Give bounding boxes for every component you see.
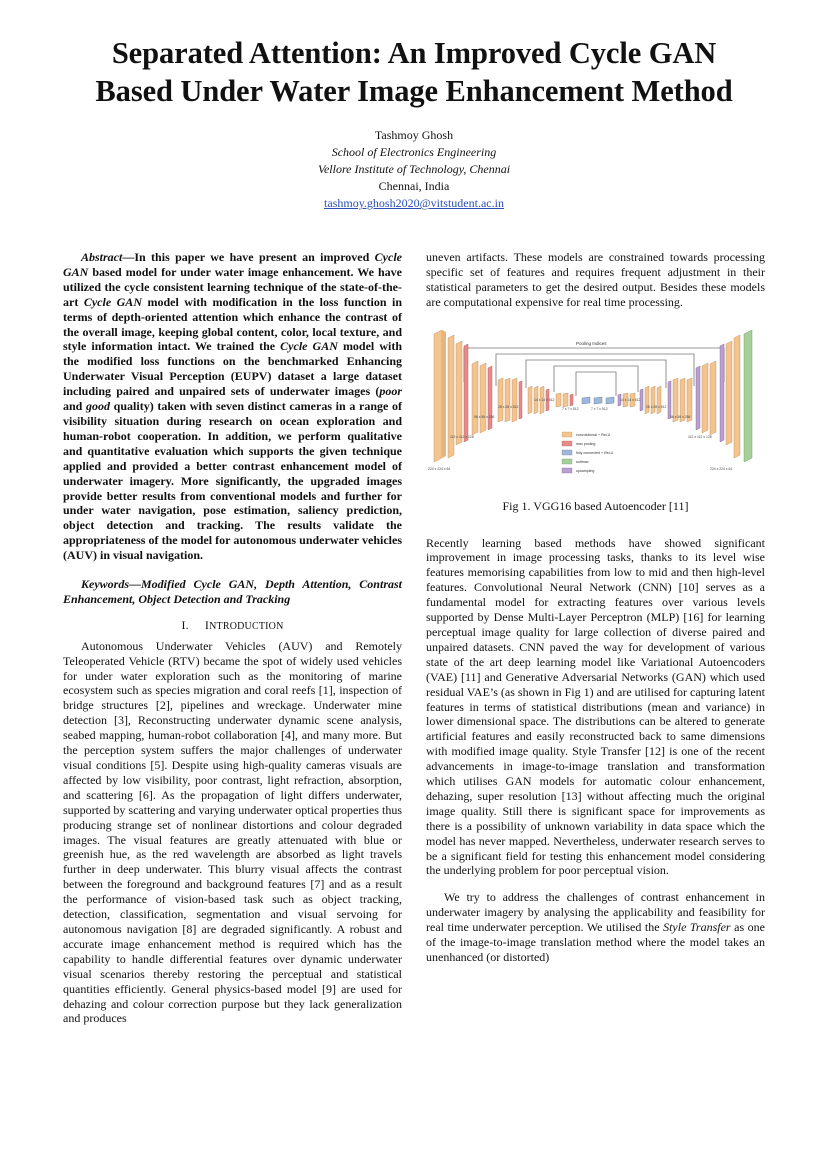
right-paragraph-2: Recently learning based methods have showed significant improvement in image processing tasks, thanks to its level wise features memorising capabilities from low to mid and then high-level features. Convolutional Neural Network (CNN) [10] serves as a fundamental model for extracting features over various levels supported by Dense Multi-Layer Perceptron (MLP) [16] for learning perceptual image quality for large collection of diverse paired and unpaired datasets. CNN paved the way for development of various state of the art deep learning model like Variational Autoencoders (VAE) [11] and Generative Adversarial Networks (GAN) which used residual VAE’s (as shown in Fig 1) and are utilised for capturing latent features in terms of statistical distributions (mean and variance) in lower dimensional space. The distributions can be altered to generate artificial features and easily reconstructed back to same dimensions with modified image quality. Style Transfer [12] is one of the recent advancements in image-to-image translation and transformation which utilises GAN models for automatic colour enhancement, dehazing, super resolution [13] without affecting much the original image quality. Still there is significant space for improvements as there is a possibility of unknown variability in data space which the model has never mapped. Nevertheless, underwater research serves to be a significant field for testing this enhancement model considering the underlying problem for poor perceptual vision. (426, 535, 765, 878)
encoder-conv-block (480, 363, 486, 433)
author-department: School of Electronics Engineering (331, 145, 497, 159)
decoder-upsample-block (640, 389, 643, 411)
legend-swatch (562, 459, 572, 464)
dim-label: 224 x 224 x 64 (428, 466, 451, 471)
encoder-pool-block (570, 394, 573, 406)
encoder-conv-block (556, 393, 561, 407)
encoder-conv-block (448, 335, 454, 458)
paragraph-italic: Style Transfer (663, 920, 731, 935)
encoder-conv-block (498, 378, 503, 422)
legend-label: fully connected + ReLU (576, 450, 614, 455)
section-number: I. (181, 617, 189, 632)
encoder-conv-block (434, 330, 442, 462)
dim-label: 14 x 14 x 512 (534, 397, 555, 402)
encoder-conv-block (456, 341, 462, 445)
encoder-conv-block (442, 330, 446, 458)
decoder-conv-block (702, 363, 708, 433)
title-line-1: Separated Attention: An Improved Cycle GAN (111, 36, 717, 70)
fc-block (582, 397, 590, 404)
decoder-conv-block (645, 386, 649, 414)
fc-block (606, 397, 614, 404)
keywords-label: Keywords (81, 577, 129, 592)
abstract-italic: Cycle GAN (280, 339, 338, 354)
abstract-text: model with modification in the loss function in terms of depth-oriented attention which enhance the contrast of the overall image, keeping global content, color, local texture, and style information intact. We trained the (63, 294, 402, 354)
encoder-pool-block (488, 366, 492, 430)
legend-swatch (562, 450, 572, 455)
dim-label: 28 x 28 x 512 (498, 404, 519, 409)
abstract-text: and (63, 399, 87, 414)
decoder-upsample-block (668, 381, 671, 419)
right-paragraph-1: uneven artifacts. These models are constrained towards processing specific set of features and requires frequent adjustment in their statistical parameters to get the desired output. Besides these models are computational expensive for real time processing. (426, 250, 765, 309)
dim-label: 14 x 14 x 512 (620, 397, 641, 402)
section-title-rest: NTRODUCTION (209, 620, 284, 632)
author-email-link[interactable]: tashmoy.ghosh2020@vitstudent.ac.in (324, 196, 504, 210)
autoencoder-diagram (426, 324, 765, 474)
dim-label: 112 x 112 x 128 (450, 434, 474, 439)
legend-label: max pooling (576, 441, 596, 446)
decoder-upsample-block (720, 344, 724, 442)
decoder-conv-block (710, 361, 716, 435)
figure-caption: Fig 1. VGG16 based Autoencoder [11] (502, 498, 689, 513)
dim-label: 7 x 7 x 512 (562, 406, 579, 411)
encoder-conv-block (472, 361, 478, 435)
abstract-text: quality) taken with seven distinct cameras in a range of visibility situation during research on ocean exploration and human-robot cooperation. In addition, we perform qualitative and quantitative evaluation which supports the given technique applied and provided a better contrast enhancement model of underwater imagery. More significantly, the upgraded images provide better results from conventional models and further for under water navigation, pose estimation, saliency prediction, object detection and tracking. The results validate the appropriateness of the model for autonomous underwater vehicles (AUV) in visual navigation. (63, 399, 402, 563)
legend-swatch (562, 468, 572, 473)
encoder-pool-block (464, 344, 468, 442)
abstract-italic: Cycle GAN (63, 250, 402, 279)
title-line-2: Based Under Water Image Enhancement Method (95, 74, 733, 108)
dim-label: 7 x 7 x 512 (591, 406, 608, 411)
legend-swatch (562, 441, 572, 446)
right-paragraph-3 (426, 890, 765, 965)
paragraph-text: as one of the image-to-image translation method where the model takes an unenhanced (or distorted) (426, 920, 765, 964)
dim-label: 112 x 112 x 128 (688, 434, 712, 439)
dim-label: 56 x 56 x 256 (670, 414, 691, 419)
decoder-upsample-block (696, 366, 700, 430)
legend-label: upsampling (576, 468, 595, 473)
abstract-italic: good (86, 399, 111, 414)
author-location: Chennai, India (378, 179, 450, 193)
encoder-pool-block (519, 381, 522, 419)
figure-autoencoder (426, 324, 765, 474)
right-column (426, 250, 765, 965)
legend-label: softmax (576, 459, 589, 464)
decoder-conv-block (657, 386, 661, 414)
left-column (63, 250, 402, 1026)
author-block (214, 127, 614, 212)
abstract-dash: — (122, 250, 135, 264)
paper-title (40, 34, 788, 110)
pooling-label: Pooling Indices (576, 340, 607, 346)
author-institute: Vellore Institute of Technology, Chennai (317, 162, 511, 176)
abstract-text: model with the modified loss functions on the benchmarked Enhancing Underwater Visual Perception (EUPV) dataset a large dataset including paired and unpaired sets of underwater images ( (63, 339, 403, 399)
decoder-conv-block (651, 386, 655, 414)
encoder-conv-block (528, 386, 532, 414)
dim-label: 56 x 56 x 256 (474, 414, 495, 419)
encoder-conv-block (505, 378, 510, 422)
legend-swatch (562, 432, 572, 437)
paragraph-text: We try to address the challenges of contrast enhancement in underwater imagery by analysing the applicability and feasibility for real time underwater perception. We utilised the (426, 890, 765, 935)
abstract-text: based model for under water image enhancement. We have utilized the cycle consistent learning technique of the state-of-the-art (63, 264, 402, 309)
legend-label: convolutional + ReLU (576, 432, 611, 437)
abstract-italic: poor (379, 384, 402, 399)
keywords-text: Modified Cycle GAN, Depth Attention, Contrast Enhancement, Object Detection and Tracking (63, 577, 402, 606)
abstract-italic: Cycle GAN (83, 294, 142, 309)
section-heading-introduction (63, 618, 402, 635)
abstract-label: Abstract (81, 250, 123, 264)
abstract (63, 250, 402, 563)
decoder-softmax-block (744, 330, 752, 462)
abstract-text: In this paper we have present an improved (134, 250, 375, 264)
keywords (63, 577, 402, 607)
fc-block (594, 397, 602, 404)
decoder-conv-block (734, 335, 740, 458)
encoder-conv-block (563, 393, 568, 407)
keywords-dash: — (129, 577, 141, 592)
decoder-conv-block (726, 341, 732, 445)
encoder-conv-block (512, 378, 517, 422)
section-title-initial: I (204, 617, 210, 632)
intro-paragraph: Autonomous Underwater Vehicles (AUV) and Remotely Teleoperated Vehicle (RTV) became the spot of widely used vehicles for under water exploration such as the monitoring of marine ecosystem such as species migration and coral reefs [1], inspection of bridge structures [2], pipelines and wreckage. Underwater mine detection [3], Reconstructing underwater dynamic scene analysis, seabed mapping, human-robot collaboration [4], and many more. But the perception system suffers the major challenges of underwater visual conditions [5]. Despite using high-quality cameras visuals are affected by low visibility, poor contrast, light refraction, absorption, and scattering [6]. As the propagation of light differs underwater, supported by scattering and varying underwater optical properties thus producing strange set of nonlinear distortions and colour degraded images. The visual features are greatly attenuated with blue or greenish hue, as the red wavelength are absorbed as light travels further in deep underwater. This blurry visual affects the contrast between the foreground and background features [7] and as a result the performance of vision-based task such as object tracking, detection, classification, segmentation and visual servoing for autonomous navigation [8] are degraded significantly. A robust and accurate image enhancement method is required which has the capability to handle differential features over dynamic underwater visual scenarios thereby restoring the perceptual and statistical quantities efficiently. General physics-based model [9] are used for dehazing and colour correction purpose but they lack generalization and produces (63, 638, 402, 1026)
author-name: Tashmoy Ghosh (374, 128, 454, 142)
dim-label: 224 x 224 x 64 (710, 466, 733, 471)
dim-label: 28 x 28 x 512 (646, 404, 667, 409)
bottleneck-blocks (582, 397, 614, 404)
